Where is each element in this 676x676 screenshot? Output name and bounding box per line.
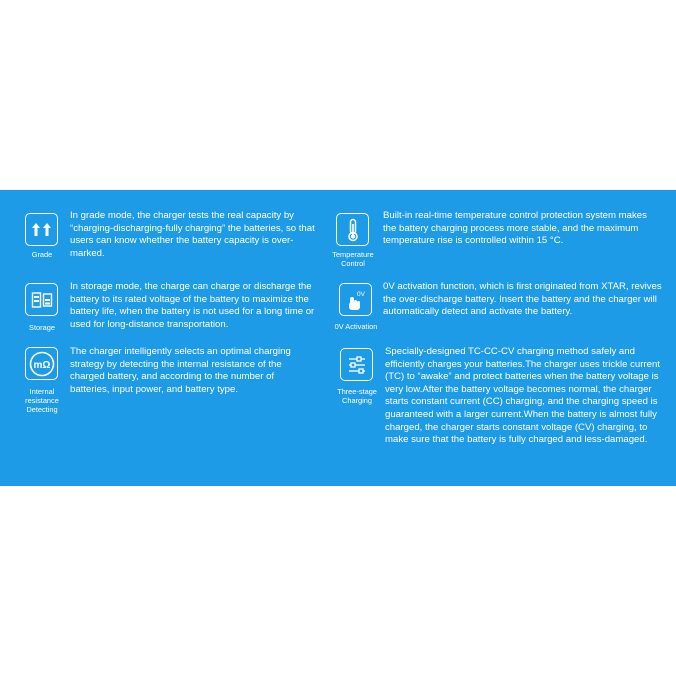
feature-description: The charger intelligently selects an optimal charging strategy by detecting the internal resistance of the charged battery, and according to the number of batteries, input power, and battery type.: [70, 346, 291, 395]
icon-label-0v: 0V: [356, 290, 365, 298]
icon-label-milliohm: mΩ: [33, 359, 50, 371]
milliohm-icon: [25, 347, 58, 380]
feature-description: In storage mode, the charge can charge or discharge the battery to its rated voltage of the battery to maximize the battery life, when the battery is not used for a long time or used for long-distance transportation.: [70, 281, 315, 330]
grade-arrows-icon: [25, 213, 58, 246]
feature-caption: Storage: [29, 323, 55, 332]
feature-description: Built-in real-time temperature control protection system makes the battery charging process more stable, and the maximum temperature rise is controlled within 15 °C.: [383, 210, 647, 247]
feature-caption: Three-stage Charging: [337, 387, 377, 405]
three-stage-sliders-icon: [340, 348, 373, 381]
feature-description: In grade mode, the charger tests the real capacity by “charging-discharging-fully charging” the batteries, so that users can know whether the battery capacity is over-marked.: [70, 210, 315, 259]
feature-caption: 0V Activation: [334, 322, 378, 331]
feature-description: Specially-designed TC-CC-CV charging method safely and efficiently charges your batteries.The charger uses trickle current (TC) to “awake” and protect batteries when the battery voltage is very low.After the battery voltage becomes normal, the charger starts constant current (CC) charging, and the charging speed is guaranteed with a larger current.When the battery is almost fully charged, the charger starts constant voltage (CV) charging, to make sure that the battery is fully charged and less-damaged.: [385, 346, 660, 446]
storage-battery-icon: [25, 283, 58, 316]
feature-banner: [0, 190, 676, 486]
feature-caption: Grade: [31, 250, 53, 259]
feature-description: 0V activation function, which is first originated from XTAR, revives the over-discharge battery. Insert the battery and the charger will automatically detect and activate the battery.: [383, 281, 662, 318]
feature-caption: Internal resistance Detecting: [25, 387, 59, 414]
touch-activation-icon: [339, 283, 372, 316]
thermometer-icon: [336, 213, 369, 246]
feature-caption: Temperature Control: [332, 250, 374, 268]
